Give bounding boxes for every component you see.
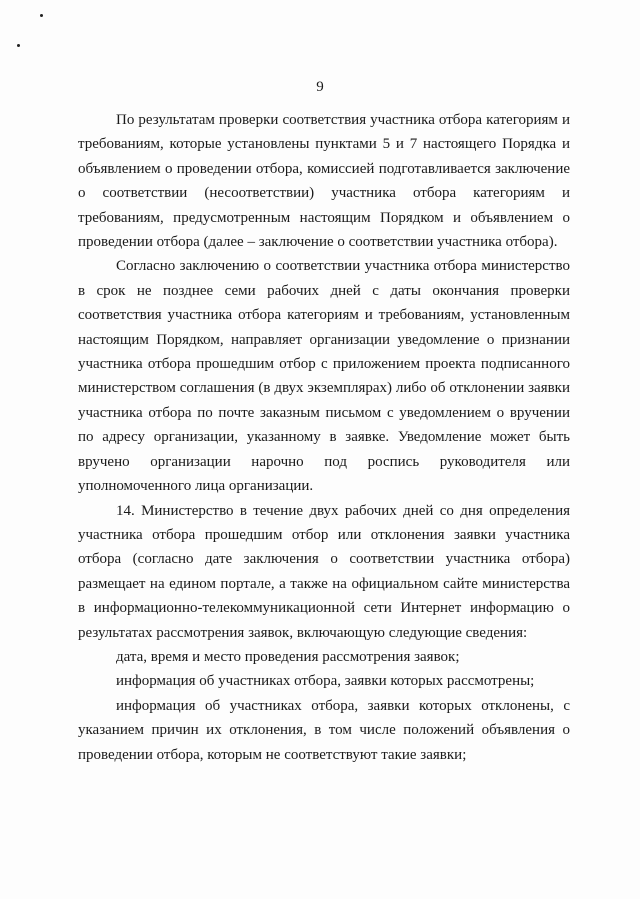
- paragraph-verification-result: По результатам проверки соответствия участника отбора категориям и требованиям, которые установлены пунктами 5 и 7 настоящего Порядка и объявлением о проведении отбора, комиссией подготавливается заключение о соответствии (несоответствии) участника отбора категориям и требованиям, предусмотренным настоящим Порядком и объявлением о проведении отбора (далее – заключение о соответствии участника отбора).: [78, 112, 570, 251]
- scan-speck: [17, 44, 20, 47]
- paragraph-item-14: 14. Министерство в течение двух рабочих дней со дня определения участника отбора прошедшим отбор или отклонения заявки участника отбора (согласно дате заключения о соответствии участника отбора) размещает на едином портале, а также на официальном сайте министерства в информационно-телекоммуникационной сети Интернет информацию о результатах рассмотрения заявок, включающую следующие сведения:: [78, 502, 570, 641]
- list-item-reviewed-participants: информация об участниках отбора, заявки которых рассмотрены;: [116, 673, 535, 690]
- page-number: 9: [316, 79, 324, 95]
- paragraph-ministry-notification: Согласно заключению о соответствии участника отбора министерство в срок не позднее семи рабочих дней с даты окончания проверки соответствия участника отбора категориям и требованиям, установленным настоящим Порядком, направляет организации уведомление о признании участника отбора прошедшим отбор с приложением проекта подписанного министерством соглашения (в двух экземплярах) либо об отклонении заявки участника отбора по почте заказным письмом с уведомлением о вручении по адресу организации, указанному в заявке. Уведомление может быть вручено организации нарочно под роспись руководителя или уполномоченного лица организации.: [78, 258, 570, 495]
- list-item-date-time-place: дата, время и место проведения рассмотрения заявок;: [116, 648, 460, 665]
- document-body: [78, 108, 570, 767]
- list-item-rejected-participants: информация об участниках отбора, заявки которых отклонены, с указанием причин их отклонения, в том числе положений объявления о проведении отбора, которым не соответствуют такие заявки;: [78, 697, 570, 763]
- scan-speck: [40, 14, 43, 17]
